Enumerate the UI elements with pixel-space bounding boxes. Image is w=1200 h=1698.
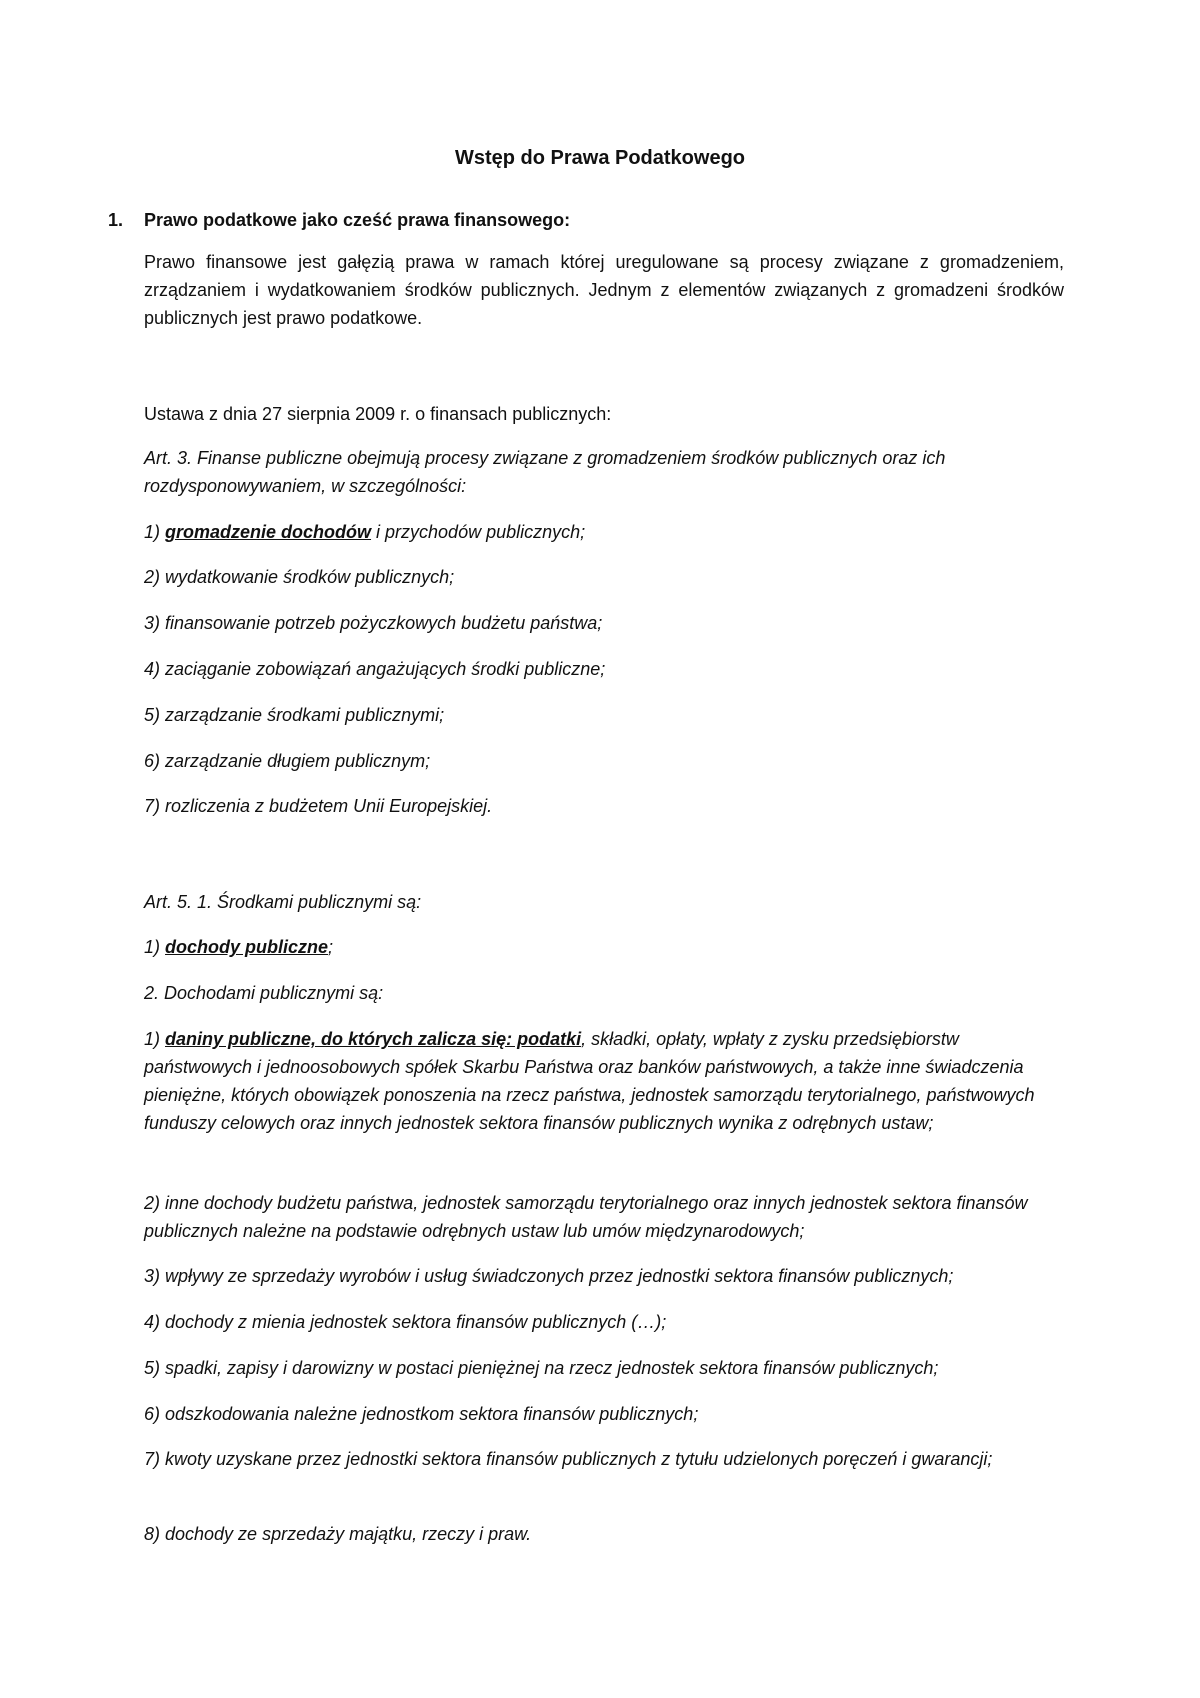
section-number: 1.: [108, 210, 124, 230]
art5-income-8: 8) dochody ze sprzedaży majątku, rzeczy i praw.: [144, 1524, 532, 1544]
art5-item-1-emphasis: dochody publiczne: [165, 937, 329, 957]
art3-intro: Art. 3. Finanse publiczne obejmują procesy związane z gromadzeniem środków publicznych oraz ich rozdysponowywaniem, w szczególności:: [144, 448, 946, 496]
art5-item-1-prefix: 1): [144, 937, 166, 957]
art3-item-4: 4) zaciąganie zobowiązań angażujących środki publiczne;: [144, 659, 606, 679]
art5-income-1-emphasis: daniny publiczne, do których zalicza się: podatki: [165, 1029, 582, 1049]
art3-item-1-rest: i przychodów publicznych;: [371, 522, 586, 542]
art5-income-7: 7) kwoty uzyskane przez jednostki sektora finansów publicznych z tytułu udzielonych poręczeń i gwarancji;: [144, 1449, 993, 1469]
art3-item-1-emphasis: gromadzenie dochodów: [165, 522, 372, 542]
art5-item-1-rest: ;: [328, 937, 334, 957]
section-heading: [108, 208, 1088, 232]
law-reference: Ustawa z dnia 27 sierpnia 2009 r. o finansach publicznych:: [144, 404, 612, 424]
art3-item-5: 5) zarządzanie środkami publicznymi;: [144, 705, 445, 725]
art5-income-5: 5) spadki, zapisy i darowizny w postaci pieniężnej na rzecz jednostek sektora finansów publicznych;: [144, 1358, 939, 1378]
art5-income-2: 2) inne dochody budżetu państwa, jednostek samorządu terytorialnego oraz innych jednostek sektora finansów publicznych należne na podstawie odrębnych ustaw lub umów międzynarodowych;: [144, 1193, 1028, 1241]
page-title: Wstęp do Prawa Podatkowego: [454, 147, 746, 169]
art5-item-1: [144, 933, 1064, 961]
art3-item-1-prefix: 1): [144, 522, 166, 542]
art5-income-6: 6) odszkodowania należne jednostkom sektora finansów publicznych;: [144, 1404, 699, 1424]
art5-intro: Art. 5. 1. Środkami publicznymi są:: [144, 892, 422, 912]
art5-income-3: 3) wpływy ze sprzedaży wyrobów i usług świadczonych przez jednostki sektora finansów publicznych;: [144, 1266, 954, 1286]
art5-income-4: 4) dochody z mienia jednostek sektora finansów publicznych (…);: [144, 1312, 667, 1332]
art5-income-1: [144, 1025, 1064, 1137]
intro-paragraph: Prawo finansowe jest gałęzią prawa w ramach której uregulowane są procesy związane z gromadzeniem, zrządzaniem i wydatkowaniem środków publicznych. Jednym z elementów związanych z gromadzeni środków publicznych jest prawo podatkowe.: [144, 252, 1064, 328]
art3-item-2: 2) wydatkowanie środków publicznych;: [144, 567, 455, 587]
art5-income-1-prefix: 1): [144, 1029, 166, 1049]
art3-item-3: 3) finansowanie potrzeb pożyczkowych budżetu państwa;: [144, 613, 603, 633]
art5-income-1-rest: , składki, opłaty, wpłaty z zysku przedsiębiorstw państwowych i jednoosobowych spółek Skarbu Państwa oraz banków państwowych, a także inne świadczenia pieniężne, których obowiązek ponoszenia na rzecz państwa, jednostek samorządu terytorialnego, państwowych funduszy celowych oraz innych jednostek sektora finansów publicznych wynika z odrębnych ustaw;: [144, 1029, 1035, 1133]
art3-item-6: 6) zarządzanie długiem publicznym;: [144, 751, 431, 771]
art5-sub-2: 2. Dochodami publicznymi są:: [144, 983, 384, 1003]
art3-item-7: 7) rozliczenia z budżetem Unii Europejskiej.: [144, 796, 493, 816]
art3-item-1: [144, 518, 1064, 546]
section-heading-text: Prawo podatkowe jako cześć prawa finansowego:: [144, 210, 571, 230]
